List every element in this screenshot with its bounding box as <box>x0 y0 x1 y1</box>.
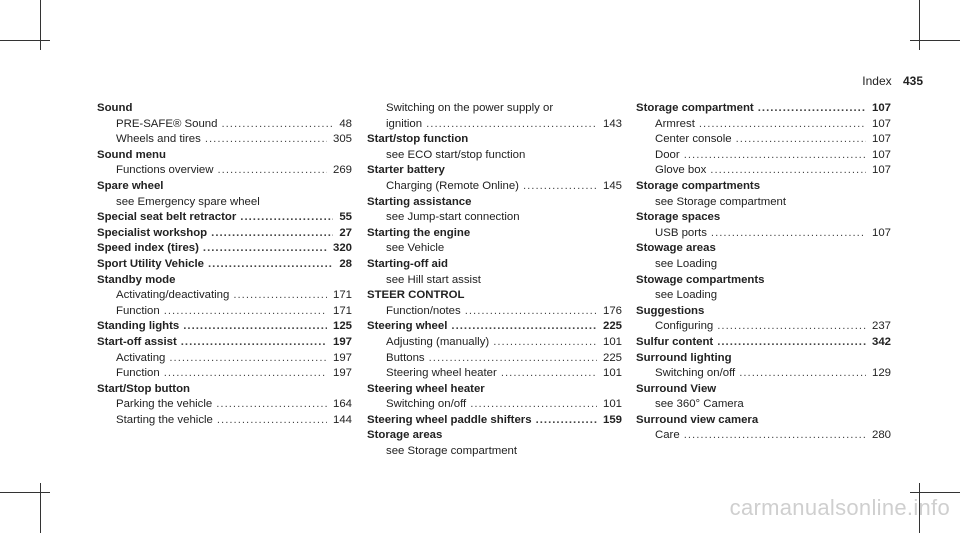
index-entry <box>97 382 352 429</box>
index-entry <box>367 195 622 226</box>
leader-dots <box>501 366 597 382</box>
leader-dots <box>240 210 333 226</box>
index-subentry-text: see Emergency spare wheel <box>116 195 260 208</box>
index-heading-text: Steering wheel heater <box>367 382 485 395</box>
leader-dots <box>717 335 866 351</box>
index-subentry-text: Wheels and tires <box>116 133 201 146</box>
crop-mark <box>919 0 920 50</box>
index-heading-text: Start-off assist <box>97 335 177 348</box>
index-heading-text: Storage spaces <box>636 211 721 224</box>
page-reference: 197 <box>332 335 352 348</box>
page-reference: 125 <box>332 320 352 333</box>
index-entry <box>636 335 891 351</box>
index-entry <box>97 226 352 242</box>
index-entry <box>367 288 622 319</box>
index-entry <box>636 382 891 413</box>
index-subentry <box>367 397 622 413</box>
index-heading <box>636 241 891 257</box>
leader-dots <box>203 241 327 257</box>
index-subentry <box>636 319 891 335</box>
crop-mark <box>40 0 41 50</box>
index-subentry-text: Starting the vehicle <box>116 413 213 426</box>
index-subentry <box>367 148 622 164</box>
leader-dots <box>493 335 597 351</box>
index-subentry <box>367 117 622 133</box>
leader-dots <box>217 413 327 429</box>
index-heading <box>97 148 352 164</box>
index-subentry <box>367 304 622 320</box>
index-subentry-text: Armrest <box>655 117 695 130</box>
page-reference: 145 <box>602 179 622 192</box>
index-heading-text: Storage compartment <box>636 102 754 114</box>
leader-dots <box>710 163 866 179</box>
page-reference: 159 <box>602 413 622 426</box>
index-subentry-text: see Loading <box>655 257 718 270</box>
index-subentry-text: Activating/deactivating <box>116 289 230 302</box>
index-subentry-text: see Jump-start connection <box>386 211 520 224</box>
index-heading <box>97 257 352 273</box>
page-reference: 144 <box>332 413 352 426</box>
page-reference: 101 <box>602 335 622 348</box>
leader-dots <box>429 351 597 367</box>
index-entry <box>97 179 352 210</box>
page-reference: 101 <box>602 367 622 380</box>
header-label: Index <box>862 74 892 88</box>
index-heading <box>636 179 891 195</box>
index-subentry-text: see Storage compartment <box>386 445 518 458</box>
index-subentry-text: Switching on the power supply or <box>386 102 554 114</box>
index-heading-text: Special seat belt retractor <box>97 211 237 224</box>
leader-dots <box>451 319 597 335</box>
page-reference: 55 <box>339 211 352 224</box>
index-subentry <box>97 351 352 367</box>
page-reference: 197 <box>332 367 352 380</box>
leader-dots <box>211 226 333 242</box>
index-heading-text: Surround lighting <box>636 351 732 364</box>
index-subentry <box>636 195 891 211</box>
index-heading <box>636 210 891 226</box>
index-subentry-text: Buttons <box>386 351 425 364</box>
index-heading <box>97 319 352 335</box>
index-heading-text: Spare wheel <box>97 179 164 192</box>
leader-dots <box>523 179 597 195</box>
page-reference: 237 <box>871 320 891 333</box>
index-subentry <box>636 117 891 133</box>
index-entry <box>97 241 352 257</box>
crop-mark <box>0 40 50 41</box>
index-subentry <box>367 273 622 289</box>
leader-dots <box>717 319 866 335</box>
index-heading-text: Storage compartments <box>636 179 761 192</box>
index-heading <box>367 257 622 273</box>
index-subentry <box>97 288 352 304</box>
page-reference: 176 <box>602 304 622 317</box>
index-heading-text: Speed index (tires) <box>97 242 199 255</box>
index-heading <box>636 273 891 289</box>
leader-dots <box>183 319 327 335</box>
leader-dots <box>699 117 866 133</box>
index-heading-text: Stowage areas <box>636 242 716 255</box>
index-entry <box>636 241 891 272</box>
index-entry <box>367 382 622 413</box>
leader-dots <box>739 366 866 382</box>
page-reference: 27 <box>339 226 352 239</box>
index-entry <box>97 210 352 226</box>
index-entry <box>636 351 891 382</box>
index-heading <box>367 195 622 211</box>
page-reference: 107 <box>871 102 891 114</box>
page-reference: 28 <box>339 257 352 270</box>
leader-dots <box>536 413 597 429</box>
page-reference: 197 <box>332 351 352 364</box>
page-reference: 320 <box>332 242 352 255</box>
index-subentry-text: see Loading <box>655 289 718 302</box>
index-subentry <box>367 444 622 460</box>
index-entry <box>367 226 622 257</box>
index-subentry-text: see Storage compartment <box>655 195 787 208</box>
index-subentry-text: Function <box>116 367 160 380</box>
index-heading-text: Specialist workshop <box>97 226 208 239</box>
index-subentry <box>367 210 622 226</box>
leader-dots <box>711 226 866 242</box>
index-subentry-text: Steering wheel heater <box>386 367 497 380</box>
index-subentry <box>97 413 352 429</box>
index-heading <box>367 319 622 335</box>
index-entry <box>367 319 622 381</box>
index-heading <box>97 226 352 242</box>
index-entry <box>97 335 352 382</box>
leader-dots <box>470 397 597 413</box>
crop-mark <box>910 492 960 493</box>
index-entry <box>367 257 622 288</box>
index-subentry <box>636 366 891 382</box>
page-number: 435 <box>902 74 923 88</box>
index-subentry-text: Functions overview <box>116 164 214 177</box>
page-reference: 225 <box>602 351 622 364</box>
index-subentry-text: Care <box>655 429 680 442</box>
index-subentry <box>97 397 352 413</box>
index-subentry-text: USB ports <box>655 226 707 239</box>
index-heading-text: Steering wheel paddle shifters <box>367 413 532 426</box>
index-heading-text: Standby mode <box>97 273 176 286</box>
index-entry <box>367 132 622 163</box>
index-heading-text: Sound <box>97 102 133 114</box>
index-heading-text: Starting-off aid <box>367 257 448 270</box>
index-entry <box>367 101 622 132</box>
index-heading <box>367 226 622 242</box>
index-heading <box>97 335 352 351</box>
page-reference: 171 <box>332 289 352 302</box>
index-subentry-text: Function <box>116 304 160 317</box>
index-heading <box>97 210 352 226</box>
index-subentry <box>636 257 891 273</box>
index-subentry-text: Adjusting (manually) <box>386 335 490 348</box>
page-reference: 101 <box>602 398 622 411</box>
leader-dots <box>465 304 597 320</box>
index-heading <box>97 382 352 398</box>
index-entry <box>636 413 891 444</box>
index-heading-text: Starting assistance <box>367 195 472 208</box>
page-reference: 171 <box>332 304 352 317</box>
index-subentry <box>97 163 352 179</box>
page-reference: 107 <box>871 164 891 177</box>
index-heading <box>367 413 622 429</box>
index-heading <box>367 428 622 444</box>
index-subentry <box>636 163 891 179</box>
page-reference: 143 <box>602 117 622 130</box>
index-heading <box>636 382 891 398</box>
index-subentry <box>636 428 891 444</box>
index-subentry <box>636 288 891 304</box>
index-column-1 <box>97 101 352 428</box>
index-heading <box>97 101 352 117</box>
crop-mark <box>40 483 41 533</box>
index-entry <box>97 319 352 335</box>
leader-dots <box>208 257 333 273</box>
leader-dots <box>181 335 327 351</box>
index-subentry-text: see Hill start assist <box>386 273 481 286</box>
index-subentry <box>97 304 352 320</box>
leader-dots <box>205 132 327 148</box>
page-reference: 48 <box>339 117 352 130</box>
index-subentry <box>636 148 891 164</box>
index-heading <box>636 335 891 351</box>
index-entry <box>636 304 891 335</box>
index-column-2 <box>367 101 622 460</box>
page-reference: 342 <box>871 335 891 348</box>
index-heading-text: Sport Utility Vehicle <box>97 257 204 270</box>
index-subentry-text: ignition <box>386 117 423 130</box>
leader-dots <box>216 397 327 413</box>
index-heading-text: Surround view camera <box>636 413 759 426</box>
index-subentry-text: Center console <box>655 133 732 146</box>
index-heading <box>636 351 891 367</box>
index-heading <box>636 101 891 117</box>
leader-dots <box>221 117 333 133</box>
index-subentry <box>636 397 891 413</box>
page-reference: 280 <box>871 429 891 442</box>
leader-dots <box>169 351 327 367</box>
index-heading-text: Starter battery <box>367 164 445 177</box>
index-heading-text: STEER CONTROL <box>367 289 465 302</box>
index-subentry <box>367 241 622 257</box>
index-subentry-text: Switching on/off <box>386 398 467 411</box>
index-subentry <box>97 366 352 382</box>
index-subentry-text: see 360° Camera <box>655 398 744 411</box>
page-reference: 107 <box>871 117 891 130</box>
index-subentry-text: Charging (Remote Online) <box>386 179 519 192</box>
index-subentry <box>367 366 622 382</box>
page-header <box>862 74 923 88</box>
index-subentry-text: Parking the vehicle <box>116 398 213 411</box>
crop-mark <box>0 492 50 493</box>
index-entry <box>367 428 622 459</box>
page-reference: 107 <box>871 133 891 146</box>
index-subentry <box>367 351 622 367</box>
index-subentry-text: PRE-SAFE® Sound <box>116 117 218 130</box>
index-heading <box>97 273 352 289</box>
index-subentry-text: Configuring <box>655 320 714 333</box>
leader-dots <box>164 304 327 320</box>
leader-dots <box>164 366 327 382</box>
index-heading-text: Storage areas <box>367 429 443 442</box>
index-subentry-text: see Vehicle <box>386 242 445 255</box>
index-heading-text: Start/Stop button <box>97 382 191 395</box>
page-reference: 269 <box>332 164 352 177</box>
leader-dots <box>684 428 866 444</box>
index-subentry-text: Door <box>655 148 680 161</box>
page-reference: 164 <box>332 398 352 411</box>
page-reference: 129 <box>871 367 891 380</box>
index-heading-text: Standing lights <box>97 320 180 333</box>
index-subentry-text: Function/notes <box>386 304 461 317</box>
page-reference: 305 <box>332 133 352 146</box>
crop-mark <box>910 40 960 41</box>
index-heading <box>367 163 622 179</box>
index-subentry-text: see ECO start/stop function <box>386 148 526 161</box>
leader-dots <box>684 148 866 164</box>
index-entry <box>636 179 891 210</box>
page-reference: 107 <box>871 148 891 161</box>
leader-dots <box>758 101 866 117</box>
index-subentry-text: Activating <box>116 351 166 364</box>
index-heading-text: Suggestions <box>636 304 705 317</box>
index-column-3 <box>636 101 891 444</box>
index-subentry <box>367 335 622 351</box>
leader-dots <box>736 132 866 148</box>
page-reference: 225 <box>602 320 622 333</box>
leader-dots <box>233 288 327 304</box>
index-heading-text: Stowage compartments <box>636 273 765 286</box>
index-heading <box>367 382 622 398</box>
index-entry <box>367 413 622 429</box>
index-heading <box>367 288 622 304</box>
index-entry <box>367 163 622 194</box>
index-entry <box>97 257 352 273</box>
index-heading-text: Sound menu <box>97 148 166 161</box>
index-subentry-text: Glove box <box>655 164 707 177</box>
index-entry <box>97 101 352 148</box>
index-heading-text: Start/stop function <box>367 133 469 146</box>
leader-dots <box>426 117 597 133</box>
index-subentry <box>636 226 891 242</box>
index-heading <box>636 413 891 429</box>
index-subentry <box>367 179 622 195</box>
index-heading <box>636 304 891 320</box>
index-subentry <box>367 101 622 117</box>
index-entry <box>636 101 891 179</box>
page-reference: 107 <box>871 226 891 239</box>
index-subentry <box>636 132 891 148</box>
index-entry <box>636 210 891 241</box>
index-entry <box>97 148 352 179</box>
index-heading <box>97 241 352 257</box>
index-entry <box>97 273 352 320</box>
index-heading <box>97 179 352 195</box>
watermark: carmanualsonline.info <box>729 495 950 520</box>
index-heading-text: Surround View <box>636 382 717 395</box>
index-subentry <box>97 195 352 211</box>
index-subentry-text: Switching on/off <box>655 367 736 380</box>
index-heading-text: Steering wheel <box>367 320 448 333</box>
index-heading <box>367 132 622 148</box>
index-entry <box>636 273 891 304</box>
index-heading-text: Sulfur content <box>636 335 714 348</box>
leader-dots <box>218 163 327 179</box>
index-heading-text: Starting the engine <box>367 226 471 239</box>
index-subentry <box>97 117 352 133</box>
index-subentry <box>97 132 352 148</box>
